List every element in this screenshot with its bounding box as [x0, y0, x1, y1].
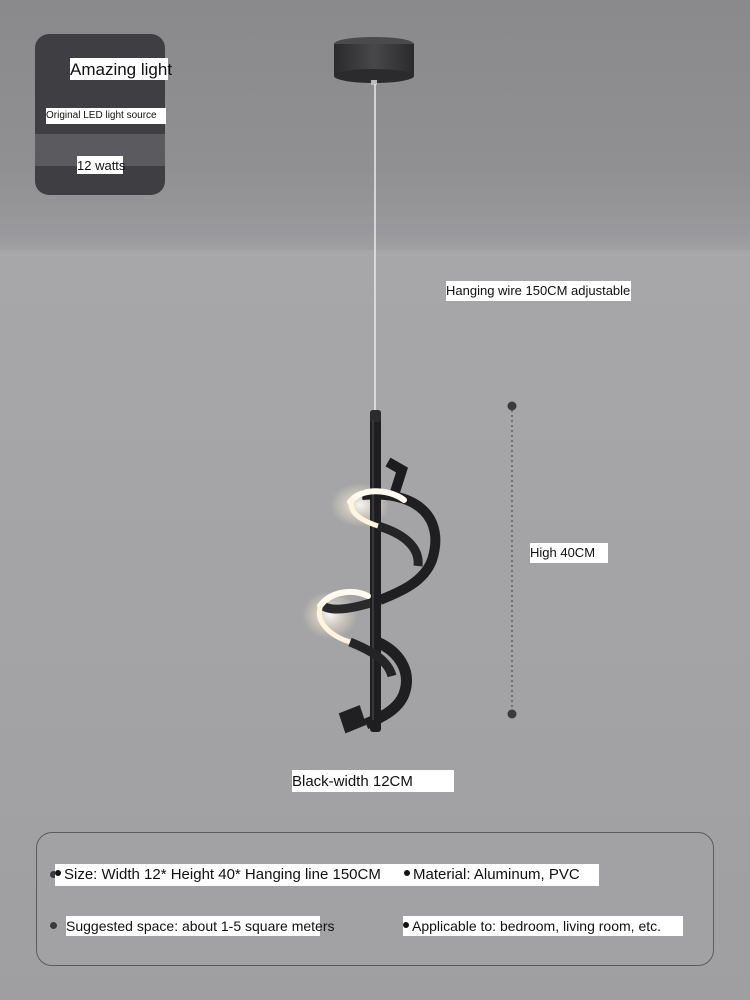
spec-space [66, 916, 335, 936]
bullet-icon [55, 870, 61, 876]
bullet-icon [403, 922, 409, 928]
spec-material-text: Material: Aluminum, PVC [413, 866, 580, 883]
bullet-icon [404, 870, 410, 876]
spec-material [404, 864, 599, 886]
spec-applicable [403, 916, 683, 936]
lamp-rod [370, 410, 381, 732]
ceiling-canopy [334, 37, 414, 85]
badge-power: 12 watts [77, 158, 126, 173]
height-dimension [508, 402, 517, 719]
spec-space-text: Suggested space: about 1-5 square meters [66, 918, 335, 934]
spec-size [55, 864, 407, 886]
spec-size-text: Size: Width 12* Height 40* Hanging line 150CM [64, 866, 381, 883]
hanging-wire-label: Hanging wire 150CM adjustable [446, 281, 631, 301]
bullet-dot [50, 922, 57, 929]
specs-panel [36, 832, 714, 966]
badge-title: Amazing light [70, 60, 173, 79]
width-label: Black-width 12CM [292, 770, 454, 792]
spec-applicable-text: Applicable to: bedroom, living room, etc. [412, 918, 662, 934]
badge-subtitle: Original LED light source [46, 108, 166, 124]
height-label: High 40CM [530, 543, 608, 563]
